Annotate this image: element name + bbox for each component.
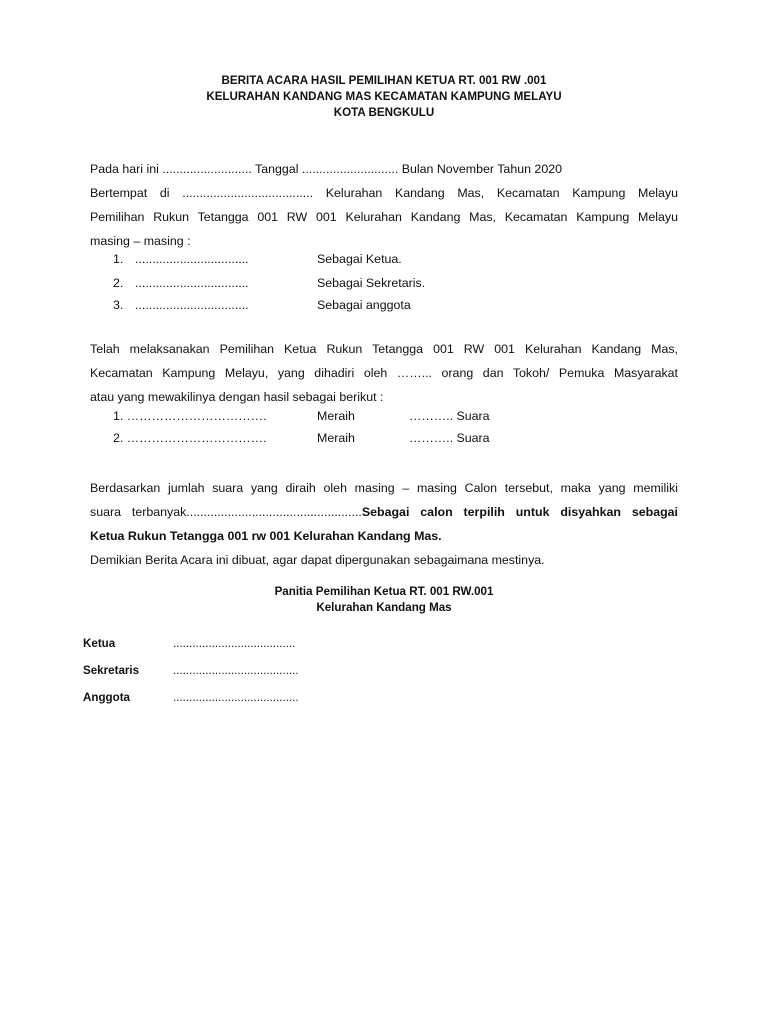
officer-number: 3. bbox=[113, 298, 124, 312]
candidate-votes: ……….. Suara bbox=[409, 431, 490, 445]
signature-line: ....................................... bbox=[173, 664, 299, 677]
intro-line-1: Pada hari ini .......................... Tanggal ............................ Bulan November Tahun 2020 bbox=[90, 162, 562, 176]
conclusion-line-1: Berdasarkan jumlah suara yang diraih oleh masing – masing Calon tersebut, maka yang memiliki bbox=[90, 481, 678, 495]
conclusion-line-2-normal: suara terbanyak................................................... bbox=[90, 505, 362, 519]
candidate-result: Meraih bbox=[317, 409, 355, 423]
intro-line-3: Pemilihan Rukun Tetangga 001 RW 001 Kelurahan Kandang Mas, Kecamatan Kampung Melayu bbox=[90, 210, 678, 224]
election-line-2: Kecamatan Kampung Melayu, yang dihadiri oleh ……... orang dan Tokoh/ Pemuka Masyarakat bbox=[90, 366, 678, 380]
officer-name: ................................. bbox=[135, 276, 249, 290]
election-line-3: atau yang mewakilinya dengan hasil sebagai berikut : bbox=[90, 390, 384, 404]
signature-role: Ketua bbox=[83, 637, 116, 650]
closing-statement: Demikian Berita Acara ini dibuat, agar dapat dipergunakan sebagaimana mestinya. bbox=[90, 553, 545, 567]
signature-role: Sekretaris bbox=[83, 664, 140, 677]
title-line-1: BERITA ACARA HASIL PEMILIHAN KETUA RT. 001 RW .001 bbox=[221, 74, 547, 87]
title-line-3: KOTA BENGKULU bbox=[333, 106, 435, 119]
officer-number: 2. bbox=[113, 276, 124, 290]
conclusion-line-2 bbox=[90, 500, 678, 524]
candidate-label: 1. ……………………………. bbox=[113, 409, 267, 423]
title-line-2: KELURAHAN KANDANG MAS KECAMATAN KAMPUNG MELAYU bbox=[206, 90, 562, 103]
intro-line-2: Bertempat di ...................................... Kelurahan Kandang Mas, Kecamatan Kampung Melayu bbox=[90, 186, 678, 200]
election-line-1: Telah melaksanakan Pemilihan Ketua Rukun Tetangga 001 RW 001 Kelurahan Kandang Mas, bbox=[90, 342, 678, 356]
signature-line: ...................................... bbox=[173, 637, 296, 650]
committee-title-line-1: Panitia Pemilihan Ketua RT. 001 RW.001 bbox=[274, 585, 494, 598]
conclusion-line-2-bold: Sebagai calon terpilih untuk disyahkan sebagai bbox=[361, 505, 678, 519]
conclusion-line-3: Ketua Rukun Tetangga 001 rw 001 Kelurahan Kandang Mas. bbox=[90, 529, 442, 543]
election-paragraph bbox=[90, 337, 678, 409]
officer-number: 1. bbox=[113, 252, 124, 266]
signature-role: Anggota bbox=[83, 691, 131, 704]
intro-paragraph bbox=[90, 157, 678, 253]
candidate-votes: ……….. Suara bbox=[409, 409, 490, 423]
officer-role: Sebagai Sekretaris. bbox=[317, 276, 426, 290]
officer-role: Sebagai Ketua. bbox=[317, 252, 402, 266]
officer-name: ................................. bbox=[135, 252, 249, 266]
signature-line: ....................................... bbox=[173, 691, 299, 704]
committee-title bbox=[0, 584, 768, 616]
document-title bbox=[0, 73, 768, 121]
intro-line-4: masing – masing : bbox=[90, 234, 191, 248]
officer-name: ................................. bbox=[135, 298, 249, 312]
committee-title-line-2: Kelurahan Kandang Mas bbox=[316, 601, 452, 614]
candidate-result: Meraih bbox=[317, 431, 355, 445]
conclusion-paragraph bbox=[90, 476, 678, 572]
officer-role: Sebagai anggota bbox=[317, 298, 411, 312]
candidate-label: 2. ……………………………. bbox=[113, 431, 267, 445]
